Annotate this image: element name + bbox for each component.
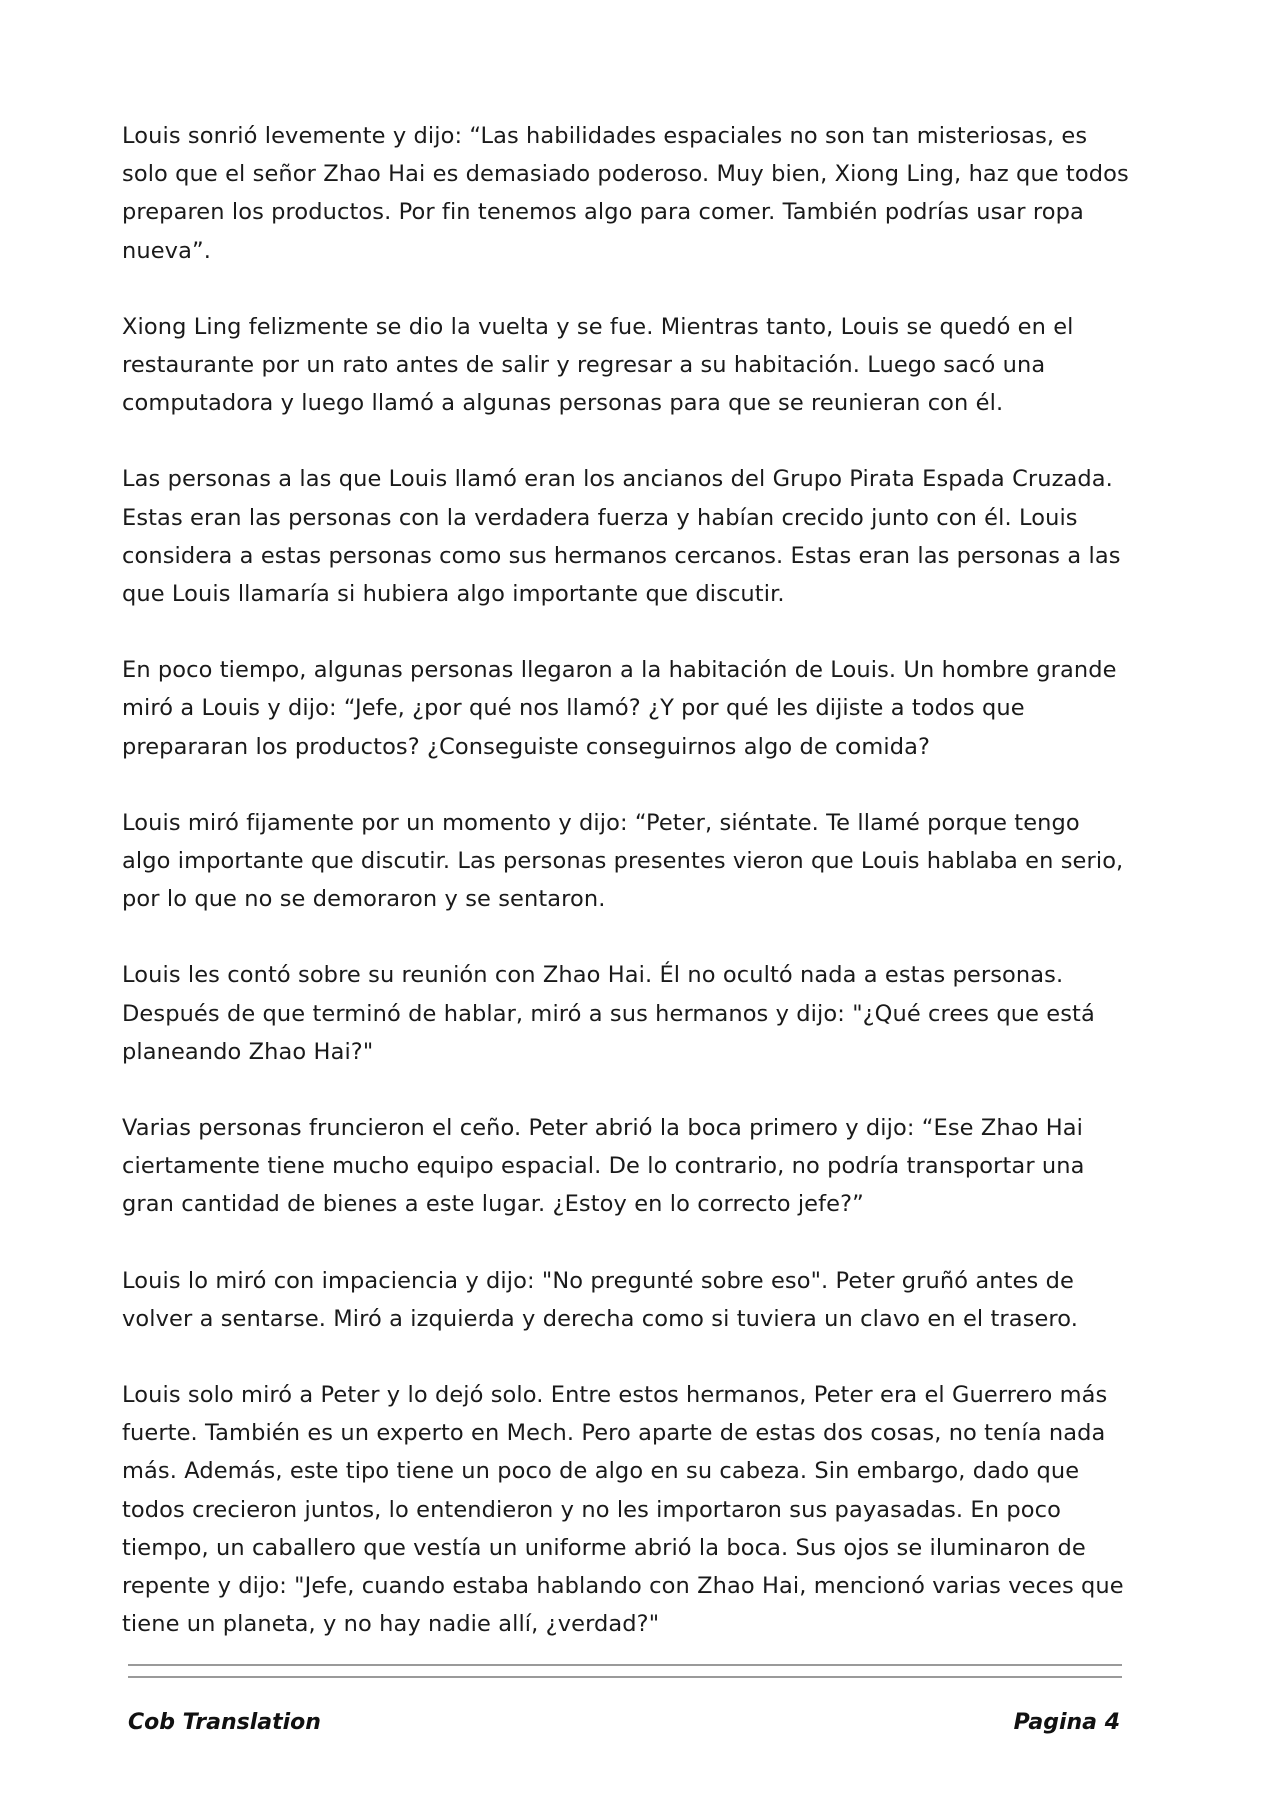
paragraph: Varias personas fruncieron el ceño. Peter abrió la boca primero y dijo: “Ese Zhao Hai ciertamente tiene mucho equipo espacial. De lo contrario, no podría transportar una gran cantidad de bienes a este lugar. ¿Estoy en lo correcto jefe?” <box>122 1115 1085 1218</box>
paragraph: Xiong Ling felizmente se dio la vuelta y se fue. Mientras tanto, Louis se quedó en el restaurante por un rato antes de salir y regresar a su habitación. Luego sacó una computadora y luego llamó a algunas personas para que se reunieran con él. <box>122 313 1074 417</box>
footer-divider-bottom <box>128 1676 1122 1678</box>
footer-divider-top <box>128 1664 1122 1666</box>
paragraph: Las personas a las que Louis llamó eran los ancianos del Grupo Pirata Espada Cruzada. Estas eran las personas con la verdadera fuerza y habían crecido junto con él. Louis considera a estas personas como sus hermanos cercanos. Estas eran las personas a las que Louis llamaría si hubiera algo importante que discutir. <box>122 466 1121 608</box>
paragraph: En poco tiempo, algunas personas llegaron a la habitación de Louis. Un hombre grande miró a Louis y dijo: “Jefe, ¿por qué nos llamó? ¿Y por qué les dijiste a todos que prepararan los productos? ¿Conseguiste conseguirnos algo de comida? <box>122 657 1117 760</box>
paragraph: Louis miró fijamente por un momento y dijo: “Peter, siéntate. Te llamé porque tengo algo importante que discutir. Las personas presentes vieron que Louis hablaba en serio, por lo que no se demoraron y se sentaron. <box>122 809 1124 913</box>
paragraph: Louis solo miró a Peter y lo dejó solo. Entre estos hermanos, Peter era el Guerrero más fuerte. También es un experto en Mech. Pero aparte de estas dos cosas, no tenía nada más. Además, este tipo tiene un poco de algo en su cabeza. Sin embargo, dado que todos crecieron juntos, lo entendieron y no les importaron sus payasadas. En poco tiempo, un caballero que vestía un uniforme abrió la boca. Sus ojos se iluminaron de repente y dijo: "Jefe, cuando estaba hablando con Zhao Hai, mencionó varias veces que tiene un planeta, y no hay nadie allí, ¿verdad?" <box>122 1382 1124 1638</box>
page-number: Pagina 4 <box>1013 1710 1120 1735</box>
document-body <box>122 117 1132 1682</box>
paragraph: Louis les contó sobre su reunión con Zhao Hai. Él no ocultó nada a estas personas. Después de que terminó de hablar, miró a sus hermanos y dijo: "¿Qué crees que está planeando Zhao Hai?" <box>122 962 1095 1065</box>
paragraph: Louis lo miró con impaciencia y dijo: "No pregunté sobre eso". Peter gruñó antes de volver a sentarse. Miró a izquierda y derecha como si tuviera un clavo en el trasero. <box>122 1267 1079 1332</box>
paragraph: Louis sonrió levemente y dijo: “Las habilidades espaciales no son tan misteriosas, es solo que el señor Zhao Hai es demasiado poderoso. Muy bien, Xiong Ling, haz que todos preparen los productos. Por fin tenemos algo para comer. También podrías usar ropa nueva”. <box>122 123 1129 264</box>
footer-credit: Cob Translation <box>128 1710 321 1735</box>
